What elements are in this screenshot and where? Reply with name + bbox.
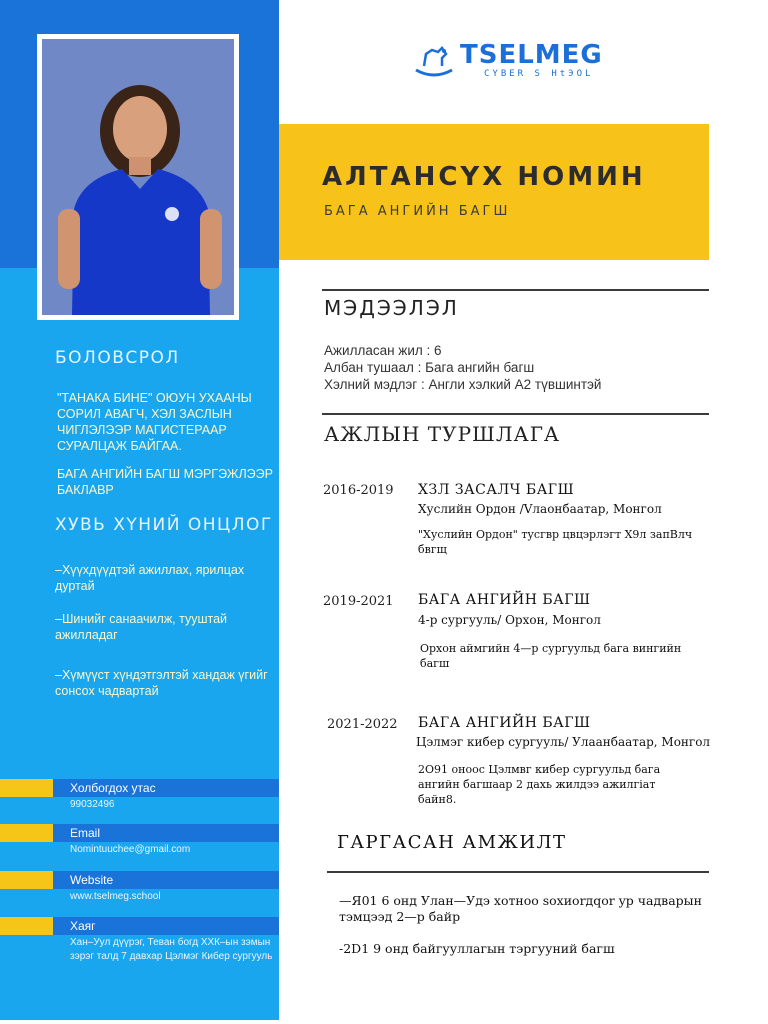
brand-name: TSELMEG — [460, 40, 603, 70]
experience-heading: АЖЛЫН ТУРШЛАГА — [324, 422, 561, 446]
achievement-item: -2D1 9 онд байгууллагын тэргууний багш — [339, 941, 615, 956]
email-label-bar — [0, 824, 279, 842]
website-label: Website — [70, 873, 114, 887]
phone-label: Холбогдох утас — [70, 781, 156, 795]
phone-number[interactable]: 99032496 — [70, 799, 115, 810]
trait-item: –Хүмүүст хүндэтгэлтэй хандаж үгийг сонсох чадвартай — [55, 668, 268, 698]
brand-logo — [412, 40, 632, 82]
info-line-position: Албан тушаал : Бага ангийн багш — [324, 360, 535, 375]
website-link[interactable]: www.tselmeg.school — [70, 891, 161, 902]
address-label-bar — [0, 917, 279, 935]
website-label-bar — [0, 871, 279, 889]
trait-item: –Хүүхдүүдтэй ажиллах, ярилцах дуртай — [55, 563, 245, 593]
job-title: ХЗЛ ЗАСАЛЧ БАГШ — [418, 482, 575, 498]
profile-photo-image — [42, 39, 234, 315]
achievement-item: —Я01 6 онд Улан—Удэ хотноо soxиorдqor yp чадварын тэмцээд 2—р байр — [339, 893, 702, 924]
info-heading: МЭДЭЭЛЭЛ — [324, 296, 459, 320]
rocking-horse-icon — [412, 44, 456, 78]
job-description: 2О91 оноос Цэлмвг кибер сургуульд бага ангийн багшаар 2 дахь жилдээ ажилгiат байн8. — [418, 763, 661, 806]
job-years: 2019-2021 — [323, 594, 394, 609]
job-description: Орхон аймгийн 4—р сургуульд бага вингийн багш — [420, 642, 682, 670]
job-title: БАГА АНГИЙН БАГШ — [418, 715, 591, 731]
email-link[interactable]: Nomintuuchee@gmail.com — [70, 844, 191, 855]
job-years: 2016-2019 — [323, 483, 394, 498]
divider — [322, 413, 709, 415]
job-title: БАГА АНГИЙН БАГШ — [418, 592, 591, 608]
name-banner — [279, 124, 709, 260]
person-role: БАГА АНГИЙН БАГШ — [324, 204, 511, 219]
job-organization: Хуслийн Ордон /Vлаонбаатар, Монгол — [418, 502, 662, 516]
info-line-experience: Ажилласан жил : 6 — [324, 343, 442, 358]
divider — [327, 871, 709, 873]
info-line-language: Хэлний мэдлэг : Англи хэлкий А2 түвшинтэй — [324, 377, 602, 392]
address-label: Хаяг — [70, 919, 96, 933]
education-item-bachelor: БАГА АНГИЙН БАГШ МЭРГЭЖЛЭЭР БАКЛАВР — [57, 467, 273, 497]
education-item-masters: "ТАНАКА БИНЕ" ОЮУН УХААНЫ СОРИЛ АВАГЧ, ХЭЛ ЗАСЛЫН ЧИГЛЭЛЭЭР МАГИСТЕРААР СУРАЛЦАЖ БАЙГАА. — [57, 391, 252, 453]
job-organization: Цэлмэг кибер сургууль/ Улаанбаатар, Монгол — [416, 735, 711, 749]
email-label: Email — [70, 826, 101, 840]
education-heading: БОЛОВСРОЛ — [55, 348, 180, 368]
traits-heading: ХУВЬ ХҮНИЙ ОНЦЛОГ — [55, 515, 273, 535]
job-description: "Хуслийн Ордон" тусгвр цвцэрлэгт Х9л запВлч бвгщ — [418, 528, 693, 556]
job-organization: 4-р сургууль/ Орхон, Монгол — [418, 613, 601, 627]
address-text: Хан–Уул дүүрэг, Теван богд ХХК–ын зэмын зэрэг талд 7 давхар Цэлмэг Кибер сургууль — [70, 937, 273, 962]
trait-item: –Шинийг санаачилж, тууштай ажилладаг — [55, 612, 228, 642]
divider — [322, 289, 709, 291]
achievements-heading: ГАРГАСАН АМЖИЛТ — [337, 832, 567, 853]
profile-photo — [37, 34, 239, 320]
brand-tagline: CYBER S HtЭOL — [484, 69, 594, 79]
job-years: 2021-2022 — [327, 717, 398, 732]
person-name: АЛТАНСҮХ НОМИН — [322, 162, 646, 192]
